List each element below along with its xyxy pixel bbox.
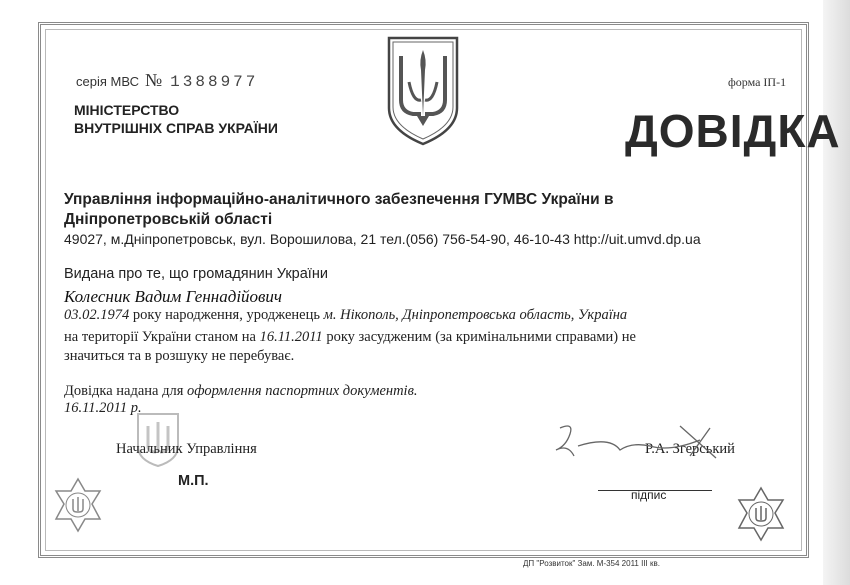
trident-emblem-icon [383, 30, 463, 148]
document-title: ДОВІДКА [625, 105, 841, 157]
wanted-line: значиться та в розшуку не перебуває. [64, 348, 295, 364]
ministry-name [74, 101, 278, 137]
ministry-line-1: МІНІСТЕРСТВО [74, 102, 180, 118]
department-line-1: Управління інформаційно-аналітичного забезпечення ГУМВС України в [64, 191, 614, 208]
series-label: серія МВС [76, 74, 139, 89]
purpose-label: Довідка надана для [64, 383, 184, 399]
stamp-place-label: М.П. [178, 473, 209, 489]
signature-scribble [540, 416, 720, 466]
status-line [64, 329, 636, 346]
citizen-name: Колесник Вадим Геннадійович [64, 287, 283, 306]
issue-date: 16.11.2011 р. [64, 400, 142, 416]
signer-name: Р.А. Згерський [645, 441, 735, 457]
status-date: 16.11.2011 [259, 329, 323, 345]
series-number: 1388977 [170, 73, 259, 91]
department-line-2: Дніпропетровській області [64, 211, 273, 228]
ministry-line-2: ВНУТРІШНІХ СПРАВ УКРАЇНИ [74, 120, 278, 136]
birth-text: року народження, уродженець [132, 307, 320, 323]
faint-stamp-icon [128, 408, 188, 468]
birth-place: м. Нікополь, Дніпропетровська область, Україна [323, 307, 628, 323]
form-label: форма ІП-1 [728, 75, 787, 89]
issued-to-text: Видана про те, що громадянин України [64, 266, 328, 282]
territory-text: на території України станом на [64, 329, 256, 345]
number-sign: № [144, 70, 163, 90]
series-line [76, 70, 258, 91]
birth-line [64, 307, 627, 324]
birth-date: 03.02.1974 [64, 307, 130, 323]
signature-caption: підпис [631, 488, 667, 502]
chief-position: Начальник Управління [116, 441, 257, 457]
police-star-icon-right [735, 486, 787, 542]
police-star-icon [52, 477, 104, 533]
department-address: 49027, м.Дніпропетровськ, вул. Ворошилова, 21 тел.(056) 756-54-90, 46-10-43 http://uit.umvd.dp.ua [64, 231, 701, 247]
printer-imprint: ДП "Розвиток" Зам. М-354 2011 ІІІ кв. [523, 559, 660, 568]
purpose-line [64, 383, 418, 400]
purpose-text: оформлення паспортних документів. [187, 383, 418, 399]
department-name [64, 190, 614, 230]
status-text: року засудженим (за кримінальними справами) не [326, 329, 636, 345]
page-edge [823, 0, 850, 585]
